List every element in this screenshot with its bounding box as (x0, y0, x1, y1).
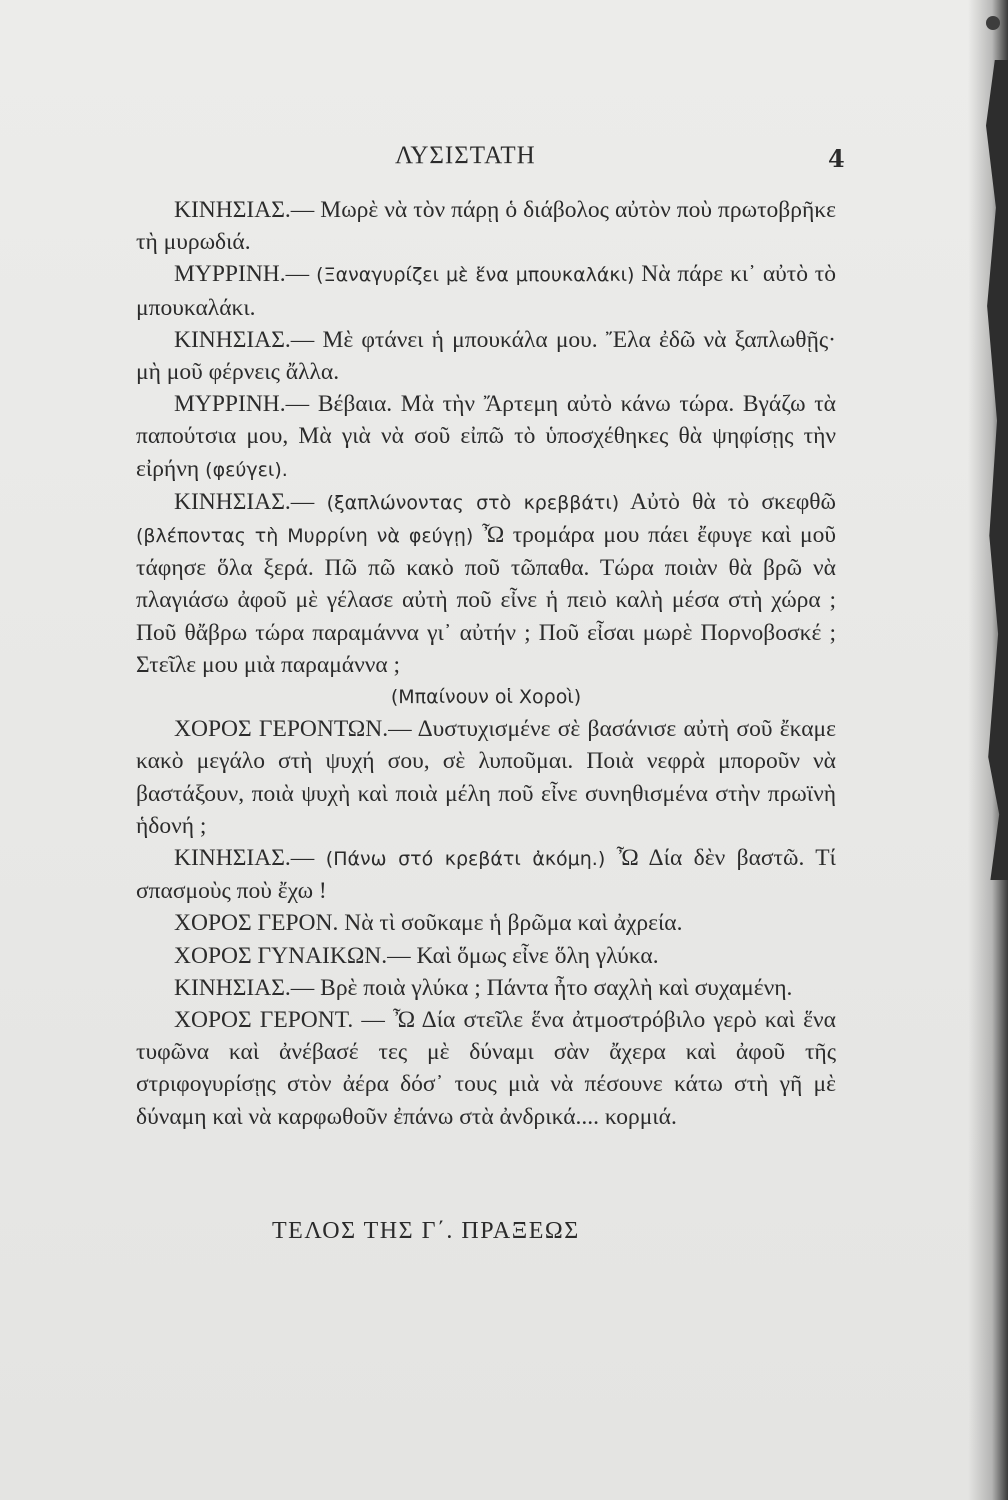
speaker-name: ΚΙΝΗΣΙΑΣ.— (174, 974, 315, 1001)
running-header: ΛΥΣΙΣΤΑΤΗ (395, 142, 536, 169)
stage-direction: (βλέποντας τὴ Μυρρίνη νὰ φεύγῃ) (136, 525, 474, 548)
dialogue-line (136, 324, 836, 388)
line-text: Μωρὲ νὰ τὸν πάρῃ ὁ διάβολος αὐτὸν ποὺ πρωτοβρῆκε τὴ μυρωδιά. (136, 197, 836, 256)
line-text: Ὦ τρομάρα μου πάει ἔφυγε καὶ μοῦ τάφησε ὅλα ξερά. Πῶ πῶ κακὸ ποῦ τῶπαθα. Τώρα ποιὰν θὰ βρῶ νὰ πλαγιάσω ἀφοῦ μὲ γέλασε αὐτὴ ποῦ εἶνε ἡ πειὸ καλὴ μέσα στὴ χώρα ; Ποῦ θἄβρω τώρα παραμάννα γι᾿ αὐτήν ; Ποῦ εἶσαι μωρὲ Πορνοβοσκέ ; Στεῖλε μου μιὰ παραμάννα ; (136, 522, 836, 678)
line-text: Ὦ Δία στεῖλε ἕνα ἀτμοστρόβιλο γερὸ καὶ ἕνα τυφῶνα καὶ ἀνέβασέ τες μὲ δύναμι σὰν ἄχερα καὶ ἀφοῦ τῆς στριφογυρίσῃς στὸν ἀέρα δόσ᾿ τους μιὰ νὰ πέσουνε κάτω στὴ γῆ μὲ δύναμη καὶ νὰ καρφωθοῦν ἐπάνω στὰ ἀνδρικά.... κορμιά. (136, 1007, 836, 1130)
stage-direction: (Ξαναγυρίζει μὲ ἕνα μπουκαλάκι) (309, 264, 635, 287)
dialogue-line (136, 486, 836, 681)
page-number: 4 (828, 144, 845, 173)
dialogue-line (136, 972, 836, 1004)
line-text: Νὰ πάρε κι᾿ αὐτὸ τὸ μπουκαλάκι. (136, 261, 836, 321)
dialogue-line (136, 713, 836, 842)
line-text: Μὲ φτάνει ἡ μπουκάλα μου. Ἔλα ἐδῶ νὰ ξαπλωθῇς· μὴ μοῦ φέρνεις ἄλλα. (136, 326, 836, 386)
stage-direction: (ξαπλώνοντας στὸ κρεββάτι) (314, 491, 620, 514)
speaker-name: ΜΥΡΡΙΝΗ.— (174, 391, 310, 418)
speaker-name: ΚΙΝΗΣΙΑΣ.— (174, 845, 315, 872)
line-text: Νὰ τὶ σοῦκαμε ἡ βρῶμα καὶ ἀχρεία. (338, 910, 683, 937)
dialogue-line (136, 1004, 836, 1133)
stage-direction: (φεύγει). (199, 458, 288, 481)
speaker-name: ΧΟΡΟΣ ΓΕΡΟΝΤΩΝ.— (174, 716, 412, 743)
speaker-name: ΚΙΝΗΣΙΑΣ.— (174, 197, 315, 223)
dialogue-line (136, 940, 836, 972)
stage-direction: (Πάνω στό κρεβάτι ἀκόμη.) (314, 848, 606, 871)
dialogue-line (136, 907, 836, 939)
act-end-heading: ΤΕΛΟΣ ΤΗΣ Γ΄. ΠΡΑΞΕΩΣ (272, 1218, 580, 1244)
speaker-name: ΧΟΡΟΣ ΓΕΡΟΝΤ. — (174, 1007, 385, 1034)
dialogue-line (136, 258, 836, 323)
speaker-name: ΚΙΝΗΣΙΑΣ.— (174, 326, 315, 353)
speaker-name: ΚΙΝΗΣΙΑΣ.— (174, 488, 315, 515)
page-hole-mark (986, 16, 1000, 30)
line-text: Ὦ Δία δὲν βαστῶ. Τί σπασμοὺς ποὺ ἔχω ! (136, 845, 836, 905)
speaker-name: ΜΥΡΡΙΝΗ.— (174, 261, 310, 288)
line-text: Καὶ ὅμως εἶνε ὅλη γλύκα. (410, 942, 659, 969)
dialogue-line (136, 194, 836, 258)
dialogue-line (136, 388, 836, 486)
line-text: Βρὲ ποιὰ γλύκα ; Πάντα ἦτο σαχλὴ καὶ συχαμένη. (314, 974, 793, 1001)
speaker-name: ΧΟΡΟΣ ΓΥΝΑΙΚΩΝ.— (174, 942, 411, 969)
speaker-name: ΧΟΡΟΣ ΓΕΡΟΝ. (174, 910, 339, 937)
stage-direction-centered: (Μπαίνουν οἱ Χοροὶ) (390, 686, 582, 709)
dialogue-line (136, 842, 836, 907)
line-text: Δυστυχισμένε σὲ βασάνισε αὐτὴ σοῦ ἔκαμε κακὸ μεγάλο στὴ ψυχή σου, σὲ λυποῦμαι. Ποιὰ νεφρὰ μποροῦν νὰ βαστάξουν, ποιὰ ψυχὴ καὶ ποιὰ μέλη ποῦ εἶνε συνηθισμένα στὴν πρωϊνὴ ἡδονή ; (136, 716, 836, 839)
line-text: Αὐτὸ θὰ τὸ σκεφθῶ (619, 488, 837, 515)
line-text: Βέβαια. Μὰ τὴν Ἄρτεμη αὐτὸ κάνω τώρα. Βγάζω τὰ παπούτσια μου, Μὰ γιὰ νὰ σοῦ εἰπῶ τὸ ὑποσχέθηκες θὰ ψηφίσῃς τὴν εἰρήνη (136, 391, 836, 482)
play-text (136, 194, 836, 1133)
